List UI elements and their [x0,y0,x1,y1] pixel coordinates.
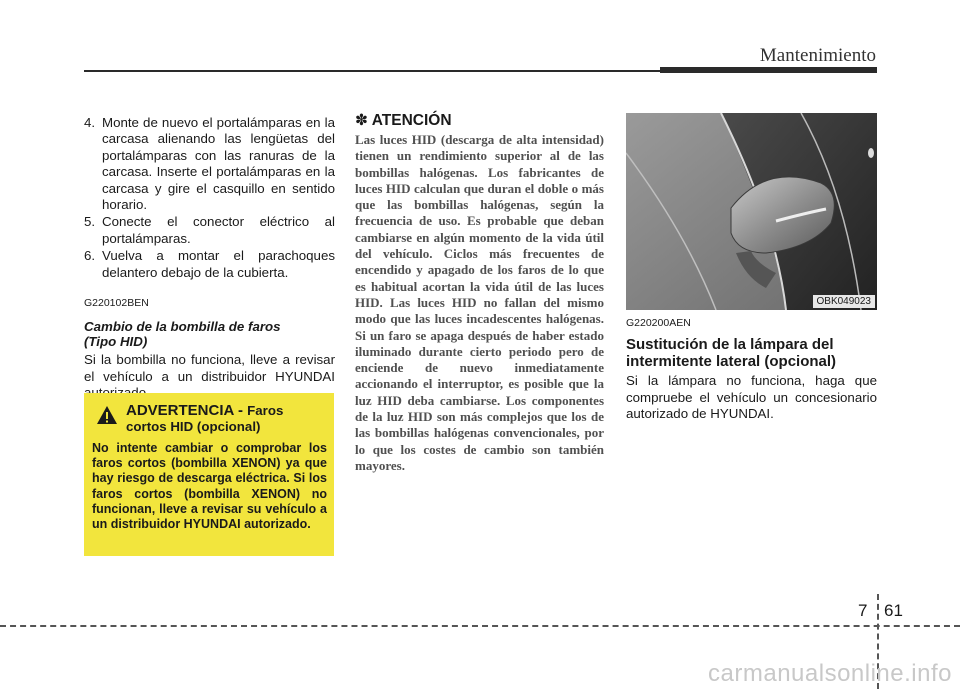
section-subheading [84,319,335,349]
step-item [84,214,335,247]
chapter-number: 7 [858,601,868,620]
header-rule [84,70,660,72]
section-code: G220102BEN [84,297,149,310]
warning-title [126,403,327,435]
warning-triangle-icon [96,405,118,425]
column-left [84,115,335,402]
warning-title-sub: Faros cortos HID (opcional) [126,403,284,434]
section-paragraph: Si la bombilla no funciona, lleve a revisar el vehículo a un distribuidor HYUNDAI [84,352,335,384]
step-number: 4. [84,115,96,130]
caution-title: ✽ ATENCIÓN [355,112,452,129]
warning-body: No intente cambiar o comprobar los faros cortos (bombilla XENON) ya que hay riesgo de descarga eléctrica. Si los faros cortos (bombilla XENON) no funcionan, lleve a revisar su vehículo a un distribuidor HYUNDAI autorizado. [92,441,327,532]
header-rule-bold [660,67,877,73]
step-text: Vuelva a montar el parachoques delantero debajo de la cubierta. [102,248,335,280]
page-number: 61 [884,601,903,620]
section-title: Sustitución de la lámpara del intermitente lateral (opcional) [626,336,837,371]
warning-box [84,393,334,556]
subheading-line: Cambio de la bombilla de faros [84,319,281,335]
step-text: Conecte el conector eléctrico al portalámparas. [102,214,335,246]
photo-reference-code: OBK049023 [813,295,876,308]
caution-body: Las luces HID (descarga de alta intensidad) tienen un rendimiento superior al de las bombillas halógenas. Los fabricantes de luces HID calculan que duran el doble o más que las bombillas halógenas, según la frecuencia de uso. Es probable que deban cambiarse en algún momento de la vida útil del vehículo. Ciclos más frecuentes de encendido y apagado de los faros de lo que es habitual acortan la vida útil de las luces HID. Las luces HID no fallan del mismo modo que las luces incadescentes halógenas. Si un faro se apaga después de haber estado iluminado durante cierto periodo pero de enciende de nuevo inmediatamente accionando el interruptor, es posible que la luz HID deba cambiarse. Los componentes de la luz HID son más complejos que los de las bombillas halógenas convencionales, por lo que los costes de cambio son también mayores. [355,132,604,473]
watermark: carmanualsonline.info [708,660,952,687]
warning-title-main: ADVERTENCIA - [126,402,243,419]
running-header-title: Mantenimiento [759,45,876,66]
section-paragraph: Si la lámpara no funciona, haga que compruebe el vehículo un concesionario autorizado de HYUNDAI. [626,373,877,422]
warning-header [92,403,327,435]
section-code: G220200AEN [626,317,691,329]
side-mirror-photo [626,113,877,310]
step-item [84,248,335,281]
column-right [626,315,877,423]
step-number: 5. [84,214,96,230]
subheading-line: (Tipo HID) [84,334,148,350]
step-number: 6. [84,248,96,264]
step-item [84,115,335,213]
footer-rule [0,625,960,627]
step-text: Monte de nuevo el portalámparas en la carcasa alienando las lengüetas del portalámparas con las ranuras de la carcasa. Inserte el portalámparas en la carcasa y gire el casquillo en sentido horario. [102,115,335,213]
